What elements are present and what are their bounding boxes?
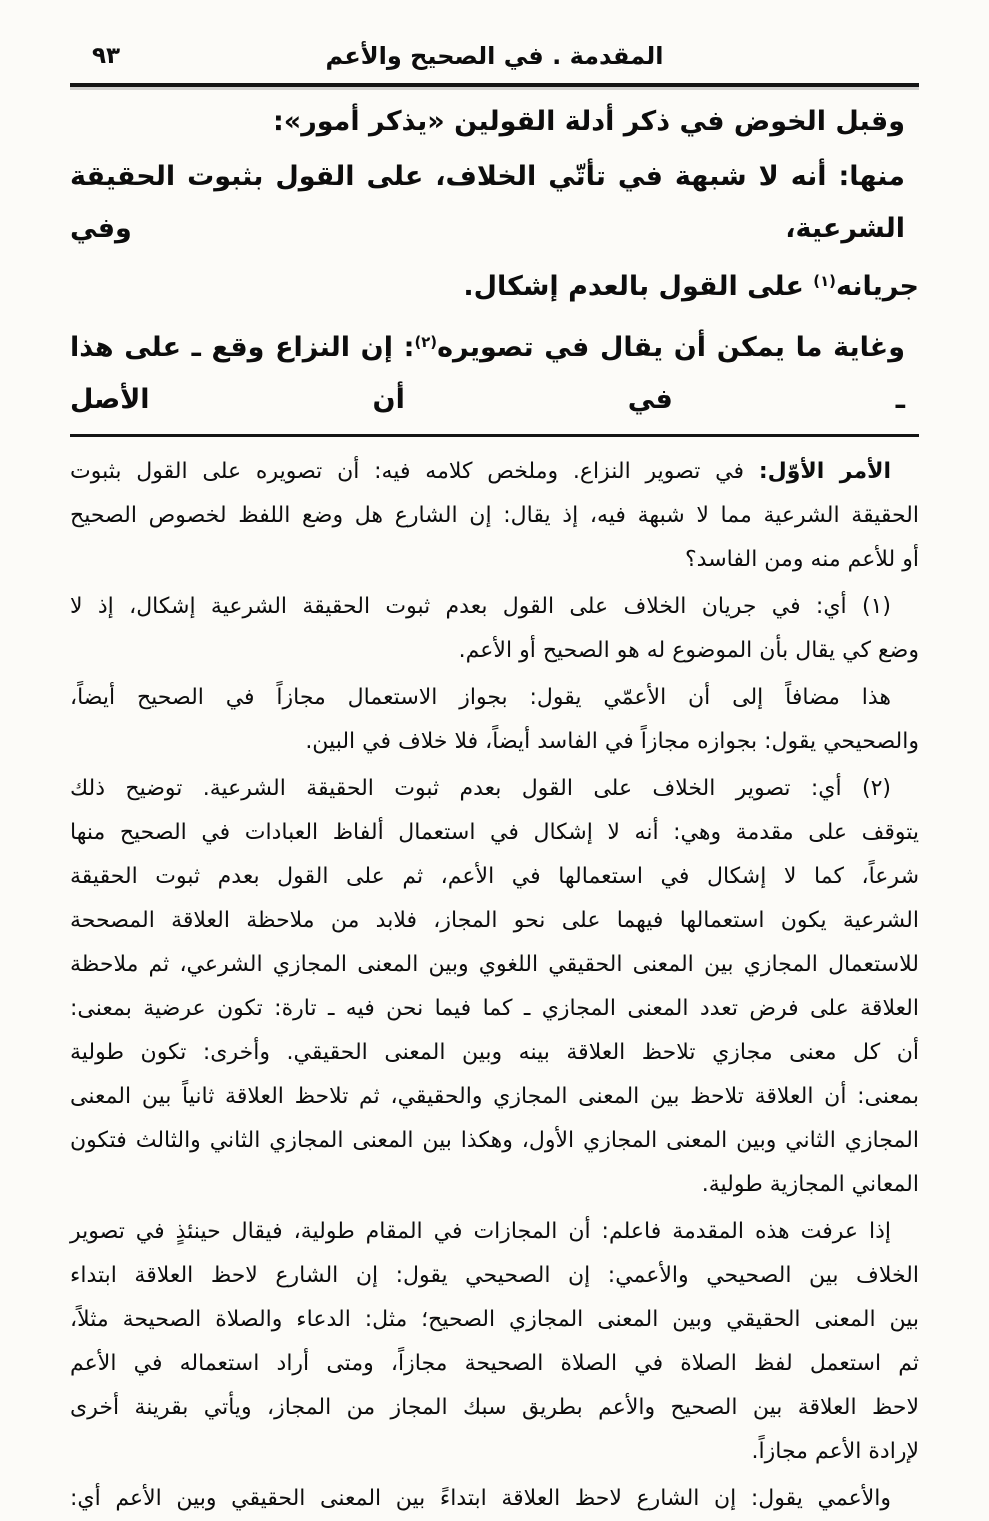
text-line: [70, 720, 919, 764]
text-run: العلاقة على فرض تعدد المعنى المجازي ـ كما فيما نحن فيه ـ تارة: تكون عرضية بمعنى:: [70, 996, 919, 1021]
text-run: بين المعنى الحقيقي وبين المعنى المجازي الصحيح؛ مثل: الدعاء والصلاة الصحيحة مثلاً،: [70, 1307, 919, 1332]
text-line: [70, 450, 919, 494]
text-line: [70, 585, 919, 629]
paragraph: [70, 767, 919, 1207]
paragraph: [70, 151, 919, 313]
text-run: شرعاً، كما لا إشكال في استعمالها في الأعم، ثم على القول بعدم ثبوت الحقيقة: [70, 864, 919, 889]
text-run: لإرادة الأعم مجازاً.: [751, 1439, 919, 1464]
paragraph: [70, 585, 919, 673]
text-line: [70, 96, 919, 148]
paragraph: [70, 96, 919, 148]
text-run: منها: أنه لا شبهة في تأتّي الخلاف، على القول بثبوت الحقيقة الشرعية، وفي: [70, 161, 905, 244]
text-run: هذا مضافاً إلى أن الأعمّي يقول: بجواز الاستعمال مجازاً في الصحيح أيضاً،: [70, 685, 891, 710]
main-text: [70, 96, 919, 426]
text-line: [70, 538, 919, 582]
text-line: [70, 1477, 919, 1521]
text-run: الحقيقة الشرعية مما لا شبهة فيه، إذ يقال: إن الشارع هل وضع اللفظ لخصوص الصحيح: [70, 503, 919, 528]
text-run: ثم استعمل لفظ الصلاة في الصلاة الصحيحة مجازاً، ومتى أراد استعماله في الأعم: [70, 1351, 919, 1376]
text-run: لاحظ العلاقة بين الصحيح والأعم بطريق سبك المجاز من المجاز، ويأتي بقرينة أخرى: [70, 1395, 919, 1420]
text-line: [70, 1386, 919, 1430]
text-run: أو للأعم منه ومن الفاسد؟: [685, 547, 919, 572]
running-title: المقدمة . في الصحيح والأعم: [325, 42, 664, 70]
text-line: [70, 1119, 919, 1163]
text-run: إذا عرفت هذه المقدمة فاعلم: أن المجازات في المقام طولية، فيقال حينئذٍ في تصوير: [70, 1219, 891, 1244]
paragraph: [70, 450, 919, 582]
text-run: والأعمي يقول: إن الشارع لاحظ العلاقة ابتداءً بين المعنى الحقيقي وبين الأعم أي:: [70, 1486, 891, 1511]
paragraph: [70, 316, 919, 426]
page-number: ٩٣: [92, 43, 121, 69]
text-line: [70, 676, 919, 720]
text-line: [70, 767, 919, 811]
text-line: [70, 629, 919, 673]
lead-phrase: الأمر الأوّل:: [758, 459, 891, 484]
text-line: [70, 1075, 919, 1119]
text-run: وقبل الخوض في ذكر أدلة القولين «يذكر أمور»:: [272, 106, 905, 137]
text-line: [70, 1031, 919, 1075]
text-run: والصحيحي يقول: بجوازه مجازاً في الفاسد أيضاً، فلا خلاف في البين.: [305, 729, 919, 754]
footnote-marker: (١): [813, 272, 836, 290]
text-run: المعاني المجازية طولية.: [701, 1172, 919, 1197]
text-line: [70, 1430, 919, 1474]
text-line: [70, 255, 919, 313]
text-run: بمعنى: أن العلاقة تلاحظ بين المعنى المجازي والحقيقي، ثم تلاحظ العلاقة ثانياً بين المعنى: [70, 1084, 919, 1109]
text-run: على القول بالعدم إشكال.: [463, 271, 814, 302]
header-rule: [70, 83, 919, 87]
text-run: يتوقف على مقدمة وهي: أنه لا إشكال في استعمال ألفاظ العبادات في الصحيح منها: [70, 820, 919, 845]
footnote-marker: (٢): [414, 333, 438, 351]
text-line: [70, 899, 919, 943]
text-run: وضع كي يقال بأن الموضوع له هو الصحيح أو الأعم.: [458, 638, 919, 663]
text-run: : إن النزاع وقع ـ على هذا ـ في أن الأصل: [70, 332, 905, 415]
book-page: [0, 38, 989, 1511]
text-line: [70, 1210, 919, 1254]
text-line: [70, 1254, 919, 1298]
text-line: [70, 494, 919, 538]
text-run: وغاية ما يمكن أن يقال في تصويره: [437, 332, 905, 363]
footnote-separator-rule: [70, 434, 919, 437]
page-header: [70, 38, 919, 74]
text-run: المجازي الثاني وبين المعنى المجازي الأول، وهكذا بين المعنى المجازي الثاني والثالث فتكون: [70, 1128, 919, 1153]
text-line: [70, 943, 919, 987]
text-run: (٢) أي: تصوير الخلاف على القول بعدم ثبوت الحقيقة الشرعية. توضيح ذلك: [70, 776, 891, 801]
text-line: [70, 987, 919, 1031]
footnotes: [70, 450, 919, 1521]
text-run: (١) أي: في جريان الخلاف على القول بعدم ثبوت الحقيقة الشرعية إشكال، إذ لا: [70, 594, 891, 619]
text-run: جريانه: [835, 271, 919, 302]
paragraph: [70, 676, 919, 764]
text-line: [70, 316, 919, 426]
text-run: للاستعمال المجازي بين المعنى الحقيقي اللغوي وبين المعنى المجازي الشرعي، ثم ملاحظة: [70, 952, 919, 977]
text-line: [70, 1163, 919, 1207]
text-line: [70, 855, 919, 899]
text-line: [70, 1342, 919, 1386]
text-line: [70, 151, 919, 255]
text-run: أن كل معنى مجازي تلاحظ العلاقة بينه وبين المعنى الحقيقي. وأخرى: تكون طولية: [70, 1040, 919, 1065]
text-line: [70, 811, 919, 855]
text-run: الشرعية يكون استعمالها فيهما على نحو المجاز، فلابد من ملاحظة العلاقة المصححة: [70, 908, 919, 933]
paragraph: [70, 1477, 919, 1521]
text-line: [70, 1298, 919, 1342]
text-run: الخلاف بين الصحيحي والأعمي: إن الصحيحي يقول: إن الشارع لاحظ العلاقة ابتداء: [70, 1263, 919, 1288]
text-run: في تصوير النزاع. وملخص كلامه فيه: أن تصويره على القول بثبوت: [70, 459, 759, 484]
paragraph: [70, 1210, 919, 1474]
